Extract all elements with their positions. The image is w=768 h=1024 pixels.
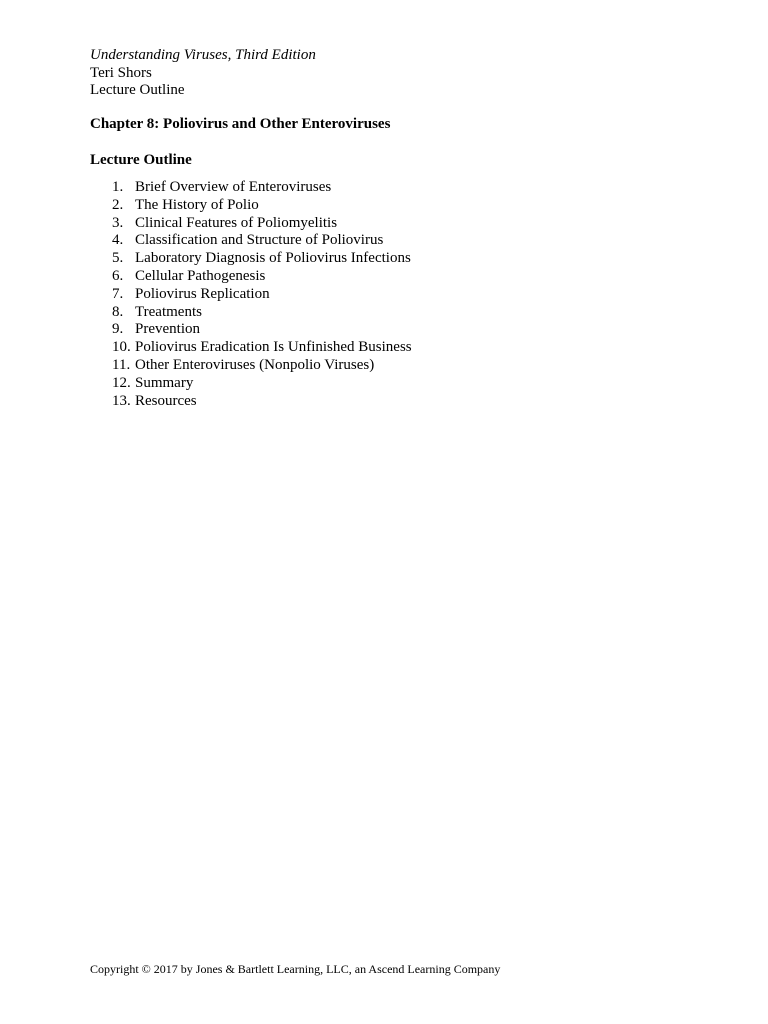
item-text: Treatments xyxy=(135,303,202,320)
copyright-footer: Copyright © 2017 by Jones & Bartlett Learning, LLC, an Ascend Learning Company xyxy=(90,962,501,976)
item-text: Other Enteroviruses (Nonpolio Viruses) xyxy=(135,356,375,373)
item-number: 3. xyxy=(112,214,124,231)
item-number: 11. xyxy=(112,356,131,373)
item-number: 5. xyxy=(112,250,124,267)
list-item xyxy=(112,197,412,215)
list-item xyxy=(112,357,412,375)
list-item xyxy=(112,304,412,322)
author-name: Teri Shors xyxy=(90,64,152,81)
item-text: Brief Overview of Enteroviruses xyxy=(135,179,332,195)
item-number: 7. xyxy=(112,285,124,302)
item-number: 6. xyxy=(112,267,124,284)
item-number: 8. xyxy=(112,303,124,320)
item-number: 2. xyxy=(112,196,124,213)
list-item xyxy=(112,250,412,268)
item-text: Clinical Features of Poliomyelitis xyxy=(135,214,338,231)
section-title: Lecture Outline xyxy=(90,152,192,168)
item-text: Classification and Structure of Poliovirus xyxy=(135,232,384,249)
book-title: Understanding Viruses, Third Edition xyxy=(90,47,316,63)
document-header xyxy=(90,47,316,100)
item-text: Cellular Pathogenesis xyxy=(135,267,266,284)
item-text: Poliovirus Eradication Is Unfinished Business xyxy=(135,339,412,356)
list-item xyxy=(112,268,412,286)
item-number: 10. xyxy=(112,339,131,356)
item-number: 1. xyxy=(112,179,124,195)
item-number: 4. xyxy=(112,232,124,249)
chapter-title: Chapter 8: Poliovirus and Other Enteroviruses xyxy=(90,116,391,132)
list-item xyxy=(112,232,412,250)
item-number: 12. xyxy=(112,374,131,391)
list-item xyxy=(112,179,412,197)
list-item xyxy=(112,375,412,393)
list-item xyxy=(112,215,412,233)
item-text: Resources xyxy=(135,392,197,409)
list-item xyxy=(112,393,412,411)
document-type: Lecture Outline xyxy=(90,82,185,98)
list-item xyxy=(112,339,412,357)
item-number: 9. xyxy=(112,321,124,338)
list-item xyxy=(112,286,412,304)
item-text: Laboratory Diagnosis of Poliovirus Infections xyxy=(135,250,411,267)
list-item xyxy=(112,321,412,339)
lecture-outline-list xyxy=(112,179,412,410)
item-text: Summary xyxy=(135,374,194,391)
item-number: 13. xyxy=(112,392,131,409)
item-text: Poliovirus Replication xyxy=(135,285,270,302)
item-text: The History of Polio xyxy=(135,196,259,213)
item-text: Prevention xyxy=(135,321,200,338)
